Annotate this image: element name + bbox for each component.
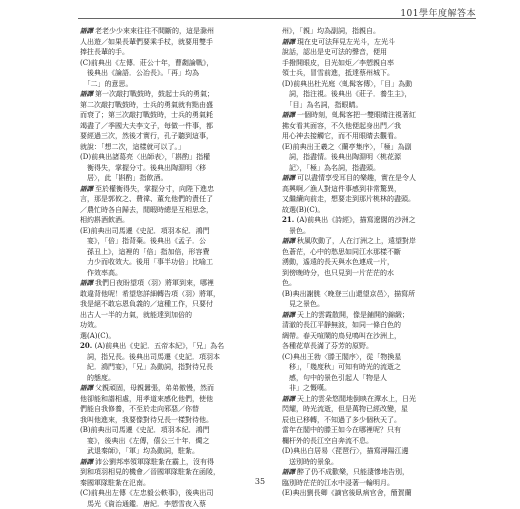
- text-line: [80, 278, 270, 289]
- text-line: [282, 173, 472, 184]
- text-line: [282, 205, 472, 216]
- line-text: 出古人一半的力氣，就能達到加倍的: [80, 311, 192, 319]
- line-text: 們能自我修養，不至於走向邪惡／你替: [80, 405, 199, 413]
- line-text: 作效率高。: [80, 269, 122, 277]
- text-line: [80, 446, 270, 457]
- text-line: [80, 226, 270, 237]
- text-line: [80, 173, 270, 184]
- text-line: [282, 26, 472, 37]
- line-text: 孫丑上》，這裡的「倍」指加倍，形容費: [80, 248, 210, 256]
- line-text: 可以盡情享受耳目的樂趣，實在是令人: [297, 174, 416, 182]
- line-text: 一個時刻，虬髯客把一雙眼睛注視著紅: [297, 111, 416, 119]
- line-text: 非」之慨嘆。: [282, 384, 331, 392]
- translation-tag: 語譯: [282, 310, 295, 321]
- line-text: 我們日夜盼望項（羽）將軍到來，哪裡: [95, 279, 214, 287]
- translation-tag: 語譯: [80, 278, 93, 289]
- line-text: 竭盡了／季國大夫李文子，每做一件事，都: [80, 122, 213, 130]
- line-text: 捧拄長輩的手。: [80, 48, 129, 56]
- line-text: 秋風吹動了，人在汀洲之上，遠望對岸: [297, 237, 416, 245]
- text-line: [80, 236, 270, 247]
- text-line: [80, 289, 270, 300]
- line-text: 清澈的長江平靜無波，如同一條白色的: [282, 321, 401, 329]
- line-text: 到傍晚時分，也只見到一片茫茫的水: [282, 269, 394, 277]
- line-text: 至於權衡得失，掌握分寸，向陛下進忠: [95, 185, 214, 193]
- line-text: (E)前典出司馬遷《史記．項羽本紀．鴻門: [80, 227, 210, 235]
- question-number: 21.: [282, 215, 297, 224]
- header-rule: [78, 18, 476, 19]
- text-line: [282, 352, 472, 363]
- text-line: [282, 257, 472, 268]
- text-line: [80, 331, 270, 342]
- text-line: [80, 47, 270, 58]
- text-line: [282, 446, 472, 457]
- translation-tag: 語譯: [80, 383, 93, 394]
- text-line: [282, 226, 472, 237]
- line-text: 父親頑固，母親囂張，弟弟傲慢，然而: [95, 384, 214, 392]
- line-text: 送別時的景象。: [282, 458, 338, 466]
- line-text: 選(A)(C)。: [80, 332, 115, 340]
- page-header: 101學年度解答本: [400, 6, 476, 19]
- text-line: [80, 415, 270, 426]
- line-text: 力少而收效大。後用「事半功倍」比喻工: [80, 258, 213, 266]
- line-text: 記〉，「極」為名詞，指盡頭。: [282, 164, 380, 172]
- question-number: 20.: [80, 341, 95, 350]
- text-line: [80, 163, 270, 174]
- text-line: [282, 415, 472, 426]
- text-line: [282, 131, 472, 142]
- text-line: [80, 100, 270, 111]
- text-line: [282, 457, 472, 468]
- line-text: 紀．鴻門宴》，「兄」為動詞，指對待兄長: [80, 363, 213, 371]
- text-line: [80, 89, 270, 100]
- line-text: 用心神去接觸它，而不用眼睛去觀看。: [282, 132, 401, 140]
- text-line: [80, 352, 270, 363]
- line-text: 秦國軍隊駐紮在氾南。: [80, 479, 150, 487]
- line-text: (C)典出王勃〈滕王閣序〉，從「物換星: [282, 353, 401, 361]
- text-line: [282, 383, 472, 394]
- text-line: [80, 362, 270, 373]
- text-line: [80, 58, 270, 69]
- text-line: [80, 436, 270, 447]
- translation-tag: 語譯: [80, 457, 93, 468]
- text-line: [282, 100, 472, 111]
- text-line: [282, 278, 472, 289]
- line-text: 馬光《資治通鑑．唐紀．李愬雪夜入蔡: [80, 500, 206, 508]
- text-line: [80, 425, 270, 436]
- text-line: [80, 205, 270, 216]
- line-text: ／農忙時各自歸去，閒暇時總是互相思念，: [80, 206, 213, 214]
- translation-tag: 語譯: [80, 184, 93, 195]
- line-text: 居〉，此「斟酌」指飲酒。: [80, 174, 168, 182]
- line-text: 色。: [282, 279, 296, 287]
- text-line: [80, 383, 270, 394]
- line-text: 感，句中的景色引起人「物是人: [282, 374, 387, 382]
- line-text: 詞，指盡情。後典出陶淵明〈桃花源: [282, 153, 401, 161]
- text-line: [282, 194, 472, 205]
- page-number: 35: [0, 477, 520, 486]
- line-text: 綢帶。春天喧鬧的鳥兒鳴叫在沙洲上，: [282, 332, 401, 340]
- line-text: 各種花草長滿了芬芳的原野。: [282, 342, 373, 350]
- line-text: 宴》，後典出《左傳，僖公三十年．燭之: [80, 437, 210, 445]
- text-line: [80, 268, 270, 279]
- text-line: [80, 457, 270, 468]
- text-line: [282, 394, 472, 405]
- text-line: [282, 436, 472, 447]
- line-text: 色蒼茫，心中的愁思如同江水那樣不斷: [282, 248, 401, 256]
- text-line: [80, 247, 270, 258]
- line-text: (A)前典出《史記．五帝本紀》，「兄」為名: [95, 342, 225, 350]
- text-line: [80, 184, 270, 195]
- line-text: 當年在閣中的滕王如今在哪裡呢？只有: [282, 426, 401, 434]
- line-text: 敢違背他呢！希望您詳細轉告項（羽）將軍，: [80, 290, 220, 298]
- line-text: (E)前典出王羲之〈蘭亭集序〉，「極」為副: [282, 143, 412, 151]
- line-text: (C)前典出《左傳．莊公十年，曹劌論戰》，: [80, 59, 213, 67]
- text-line: [282, 47, 472, 58]
- line-text: 就說：「想二次，這樣就可以了。」: [80, 143, 185, 151]
- text-line: [282, 362, 472, 373]
- line-text: 湧動，遙遠的長天與水色連成一片，: [282, 258, 394, 266]
- text-line: [80, 320, 270, 331]
- line-text: 閃耀，時光流逝，但是萬物已經改變，星: [282, 405, 408, 413]
- text-line: [80, 215, 270, 226]
- text-line: [282, 79, 472, 90]
- text-line: [282, 289, 472, 300]
- line-text: 詞，指注視。後典出《莊子．養生主》，: [282, 90, 412, 98]
- line-text: 「目」為名詞，指眼睛。: [282, 101, 363, 109]
- text-line: [80, 499, 270, 509]
- line-text: 老老少少來來往往不間斷的，這是滁州: [95, 27, 214, 35]
- text-line: [282, 37, 472, 48]
- right-column: [282, 26, 472, 499]
- text-line: [80, 194, 270, 205]
- text-line: [80, 299, 270, 310]
- line-text: 要經過三次，然後才實行，孔子聽到這事，: [80, 132, 213, 140]
- line-text: 言，那是郭攸之、費禕、董允他們的責任了: [80, 195, 213, 203]
- translation-tag: 語譯: [282, 467, 295, 478]
- line-text: 天上的雲朵悠閒地倒映在潭水上，日光: [297, 395, 416, 403]
- text-line: [282, 425, 472, 436]
- text-line: [282, 58, 472, 69]
- line-text: 拂女看其面容，不久他便起身出門／我: [282, 122, 401, 130]
- line-text: 移」，「幾度秋」可知有時光的流逝之: [282, 363, 401, 371]
- text-line: [282, 215, 472, 226]
- line-text: (C)前典出左傳《左忠毅公軼事》，後典出司: [80, 489, 213, 497]
- text-line: [282, 488, 472, 499]
- line-text: 功效。: [80, 321, 101, 329]
- text-line: [282, 152, 472, 163]
- text-line: [282, 467, 472, 478]
- text-line: [282, 331, 472, 342]
- line-text: 又繼續向前走，想要走到那片桃林的盡頭。: [282, 195, 415, 203]
- line-text: 相約斟酒飲酒。: [80, 216, 129, 224]
- line-text: 「二」的意思。: [80, 80, 133, 88]
- text-line: [282, 341, 472, 352]
- line-text: 沛公劉邦率領軍隊駐紮在霸上，沒有得: [95, 458, 214, 466]
- text-line: [80, 152, 270, 163]
- translation-tag: 語譯: [282, 110, 295, 121]
- line-text: 州》，「親」均為副詞，指親自。: [282, 27, 380, 35]
- text-line: [80, 257, 270, 268]
- text-line: [282, 68, 472, 79]
- text-line: [282, 404, 472, 415]
- line-text: 我是絕不敢忘恩負義的／這種工作，只要付: [80, 300, 213, 308]
- text-line: [80, 26, 270, 37]
- line-text: 辰也已移轉，不知過了多少個秋天了。: [282, 416, 401, 424]
- line-text: 高興啊／漁人對這件事感到非常驚異，: [282, 185, 401, 193]
- line-text: (D)前典出諸葛亮〈出師表〉，「斟酌」指權: [80, 153, 210, 161]
- line-text: 領士兵，冒雪前進，抵達蔡州城下。: [282, 69, 394, 77]
- text-line: [282, 89, 472, 100]
- line-text: (B)典出謝朓〈晚登三山還望京邑〉，描寫所: [282, 290, 415, 298]
- text-line: [80, 110, 270, 121]
- translation-tag: 語譯: [282, 394, 295, 405]
- line-text: 他卻能和諧相處，用孝道來感化他們，使他: [80, 395, 213, 403]
- line-text: (B)前典出司馬遷《史記．項羽本紀．鴻門: [80, 426, 210, 434]
- text-line: [80, 121, 270, 132]
- text-line: [282, 184, 472, 195]
- text-line: [80, 488, 270, 499]
- line-text: 我叫他進來，我要像對待兄長一樣對待他。: [80, 416, 213, 424]
- text-line: [80, 341, 270, 352]
- line-text: (D)典出白居易〈琵琶行〉，描寫潯陽江邊: [282, 447, 409, 455]
- line-text: (D)前典出杜光庭〈虬髯客傳〉，「目」為動: [282, 80, 412, 88]
- line-text: 天上的雲霞散開，像是鋪開的錦緞；: [297, 311, 409, 319]
- text-line: [80, 79, 270, 90]
- text-line: [80, 142, 270, 153]
- line-text: 詞，指兄長。後典出司馬遷《史記．項羽本: [80, 353, 220, 361]
- translation-tag: 語譯: [282, 236, 295, 247]
- line-text: 的態度。: [80, 374, 115, 382]
- text-line: [80, 394, 270, 405]
- line-text: 武退秦師》，「軍」均為動詞，駐紮。: [80, 447, 199, 455]
- line-text: 說話，認出是史可法的聲音，便用: [282, 48, 387, 56]
- text-line: [282, 236, 472, 247]
- line-text: 欄杆外的長江空自奔流不息。: [282, 437, 373, 445]
- line-text: 衡得失，掌握分寸。後典出陶淵明〈移: [80, 164, 206, 172]
- line-text: 第一次敲打戰鼓時，鼓起士兵的勇氣；: [95, 90, 214, 98]
- text-line: [282, 310, 472, 321]
- text-line: [80, 467, 270, 478]
- text-line: [80, 68, 270, 79]
- line-text: 到和項羽相見的機會／晉國軍隊駐紮在函陵，: [80, 468, 220, 476]
- line-text: 現在史可法拜見左光斗，左光斗: [297, 38, 395, 46]
- text-line: [282, 142, 472, 153]
- text-line: [282, 268, 472, 279]
- text-line: [282, 163, 472, 174]
- text-line: [282, 110, 472, 121]
- line-text: 醉了仍不成歡樂，只能淒慘地告別，: [297, 468, 409, 476]
- line-text: 手撥開眼皮，目光如炬／李愬親自率: [282, 59, 394, 67]
- text-line: [282, 320, 472, 331]
- line-text: (A)前典出《詩經》，描寫遼闊的沙洲之: [297, 216, 416, 224]
- text-line: [80, 310, 270, 321]
- translation-tag: 語譯: [282, 173, 295, 184]
- translation-tag: 語譯: [80, 26, 93, 37]
- translation-tag: 語譯: [282, 37, 295, 48]
- text-line: [80, 373, 270, 384]
- line-text: 景色。: [282, 227, 310, 235]
- left-column: [80, 26, 270, 509]
- text-line: [80, 404, 270, 415]
- text-line: [282, 299, 472, 310]
- line-text: 宴》，「倍」指背棄。後典出《孟子．公: [80, 237, 206, 245]
- line-text: 後典出《論語．公冶長》。「再」均為: [80, 69, 199, 77]
- line-text: 見之景色。: [282, 300, 324, 308]
- text-line: [80, 37, 270, 48]
- text-line: [282, 373, 472, 384]
- text-line: [282, 121, 472, 132]
- line-text: 臨別時茫茫的江水中浸著一輪明月。: [282, 479, 394, 487]
- line-text: 人出遊／如果長輩們要乘手杖，就要用雙手: [80, 38, 213, 46]
- line-text: 故選(B)(C)。: [282, 206, 324, 214]
- line-text: 第二次敲打戰鼓時，士兵的勇氣就有點由盛: [80, 101, 213, 109]
- text-line: [282, 247, 472, 258]
- line-text: 而衰了；第三次敲打戰鼓時，士兵的勇氣耗: [80, 111, 213, 119]
- translation-tag: 語譯: [80, 89, 93, 100]
- text-line: [80, 131, 270, 142]
- line-text: (E)典出劉長卿《謫官後臥病官舍，簡賀蘭: [282, 489, 412, 497]
